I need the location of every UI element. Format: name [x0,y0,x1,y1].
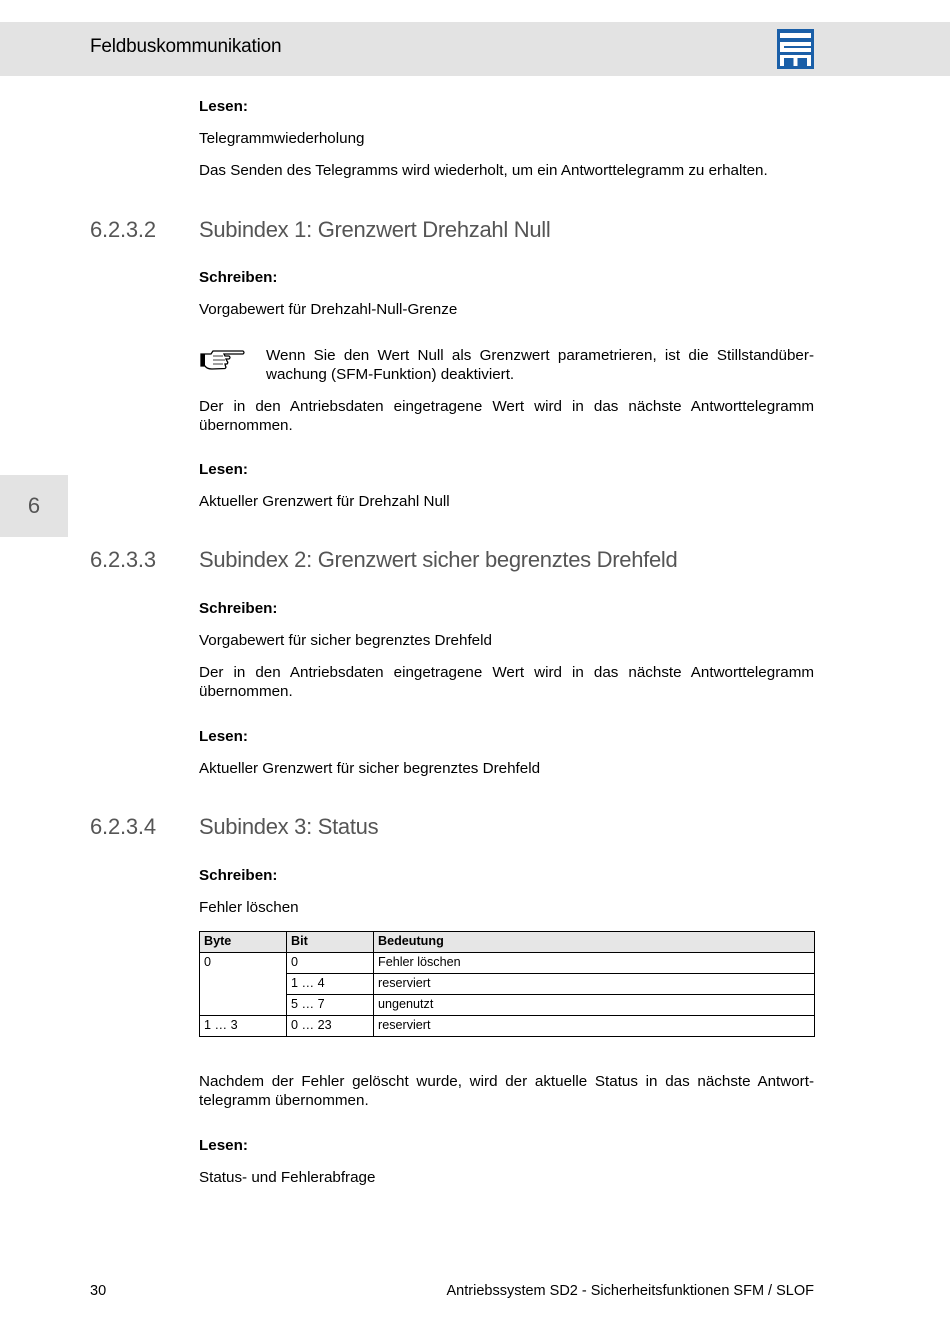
table-header-cell: Bedeutung [374,932,815,953]
write-label: Schreiben: [199,867,278,884]
write-value: Vorgabewert für Drehzahl-Null-Grenze [199,301,458,318]
after-table-text: Nachdem der Fehler gelöscht wurde, wird der aktuelle Status in das nächste Antworttelegramm übernommen. [199,1073,814,1109]
read-label: Lesen: [199,1137,248,1154]
table-row [200,1016,815,1037]
table-cell: 0 … 23 [287,1016,374,1037]
read-label: Lesen: [199,461,248,478]
section-number: 6.2.3.3 [90,547,156,572]
write-value: Vorgabewert für sicher begrenztes Drehfeld [199,632,492,649]
transfer-text: Der in den Antriebsdaten eingetragene Wert wird in das nächste Antworttelegramm übernommen. [199,398,814,434]
table-cell: reserviert [374,1016,815,1037]
table-cell: 5 … 7 [287,995,374,1016]
pointing-hand-icon [199,348,246,372]
status-table [199,931,815,1037]
section-number: 6.2.3.2 [90,217,156,242]
transfer-text: Der in den Antriebsdaten eingetragene Wert wird in das nächste Antworttelegramm übernommen. [199,664,814,700]
note-text: Wenn Sie den Wert Null als Grenzwert parametrieren, ist die Stillstandüberwachung (SFM-Funktion) deaktiviert. [266,347,814,383]
table-header-row [200,932,815,953]
table-cell: ungenutzt [374,995,815,1016]
table-cell: 0 [287,953,374,974]
table-cell: 1 … 3 [200,1016,287,1037]
page-number: 30 [90,1283,107,1299]
section-title: Subindex 1: Grenzwert Drehzahl Null [199,217,551,242]
read-label: Lesen: [199,728,248,745]
table-header-cell: Byte [200,932,287,953]
table-row [200,974,815,995]
intro-read-value: Telegrammwiederholung [199,130,365,147]
read-value: Status- und Fehlerabfrage [199,1169,376,1186]
read-value: Aktueller Grenzwert für sicher begrenztes Drehfeld [199,760,541,777]
chapter-tab: 6 [0,475,68,537]
table-cell: Fehler löschen [374,953,815,974]
write-value: Fehler löschen [199,899,299,916]
write-label: Schreiben: [199,600,278,617]
intro-read-desc: Das Senden des Telegramms wird wiederholt, um ein Antworttelegramm zu erhalten. [199,162,768,179]
table-header-cell: Bit [287,932,374,953]
section-number: 6.2.3.4 [90,814,156,839]
intro-read-label: Lesen: [199,98,248,115]
table-cell: 0 [200,953,287,1016]
header-title: Feldbuskommunikation [90,36,282,57]
read-value: Aktueller Grenzwert für Drehzahl Null [199,493,450,510]
footer-doc-title: Antriebssystem SD2 - Sicherheitsfunktionen SFM / SLOF [446,1283,814,1299]
write-label: Schreiben: [199,269,278,286]
table-cell: reserviert [374,974,815,995]
table-row [200,953,815,974]
section-title: Subindex 2: Grenzwert sicher begrenztes Drehfeld [199,547,678,572]
table-row [200,995,815,1016]
table-cell: 1 … 4 [287,974,374,995]
sew-logo-icon [777,29,814,69]
section-title: Subindex 3: Status [199,814,379,839]
